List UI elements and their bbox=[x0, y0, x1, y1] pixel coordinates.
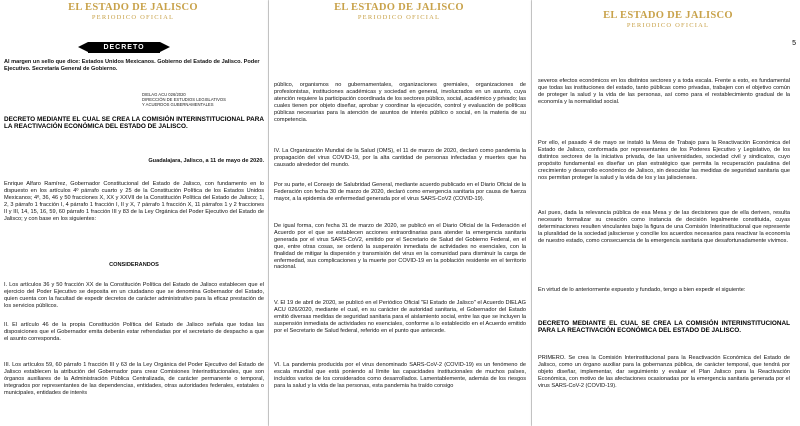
decreto-banner: DECRETO bbox=[88, 42, 160, 53]
place-date: Guadalajara, Jalisco, a 11 de mayo de 2020. bbox=[148, 158, 264, 164]
document-page-2 bbox=[269, 0, 531, 426]
newspaper-masthead bbox=[324, 2, 474, 21]
newspaper-masthead bbox=[58, 2, 208, 21]
document-page-3 bbox=[532, 0, 800, 426]
newspaper-masthead bbox=[588, 10, 748, 29]
mesa-trabajo-paragraph: Por ello, el pasado 4 de mayo se instaló la Mesa de Trabajo para la Reactivación Económica del Estado de Jalisco, conformada por representantes de los Poderes Ejecutivo y Legislativo, de los distintos sectores de la iniciativa privada, de las universidades, sociedad civil y sindicatos, cuyo propósito fundamental es diseñar un plan estratégico que permita la recuperación paulatina del crecimiento y desarrollo económico de Jalisco, sin descuidar las medidas de seguridad sanitaria que nos permitan proteger la salud y la vida de los y las jaliscienses. bbox=[538, 140, 790, 181]
considerando-6: VI. La pandemia producida por el virus denominado SARS-CoV-2 (COVID-19) es un fenómeno de escala mundial que está poniendo al límite las capacidades institucionales de muchos países, incluidos varios de los considerados como desarrollados. Lamentablemente, además de los riesgos para la salud y la vida de las personas, esta pandemia ha traído consigo bbox=[274, 362, 526, 389]
article-primero: PRIMERO. Se crea la Comisión Interinstitucional para la Reactivación Económica del Estado de Jalisco, como un órgano auxiliar para la gobernanza pública, de carácter temporal, que tendrá por objeto diseñar, implementar, dar seguimiento y evaluar el Plan Jalisco para la Reactivación Económica, con motivo de las afectaciones ocasionadas por la emergencia sanitaria generada por el virus SARS-CoV-2 (COVID-19). bbox=[538, 355, 790, 389]
consejo-salubridad-paragraph: Por su parte, el Consejo de Salubridad General, mediante acuerdo publicado en el Diario Oficial de la Federación con fecha 30 de marzo de 2020, declaró como emergencia sanitaria por causa de fuerza mayor, a la epidemia de enfermedad generada por el virus SARS-CoV2 (COVID-19). bbox=[274, 182, 526, 202]
margin-note: Al margen un sello que dice: Estados Unidos Mexicanos. Gobierno del Estado de Jalisco. Poder Ejecutivo. Secretaría General de Gobierno. bbox=[4, 59, 260, 72]
dof-acuerdo-paragraph: De igual forma, con fecha 31 de marzo de 2020, se publicó en el Diario Oficial de la Federación el Acuerdo por el que se establecen acciones extraordinarias para atender la emergencia sanitaria generada por el virus SARS-CoV2, emitido por el Secretario de Salud del Gobierno Federal, en el que, entre otras cosas, se ordenó la suspensión inmediata de actividades no esenciales, con la finalidad de mitigar la dispersión y transmisión del virus en la comunidad para disminuir la carga de enfermedad, sus complicaciones y la muerte por COVID-19 en la población residente en el territorio nacional. bbox=[274, 223, 526, 271]
considerando-3: III. Los artículos 59, 60 párrafo 1 fracción III y 63 de la Ley Orgánica del Poder Ejecutivo del Estado de Jalisco establecen la atribución del Gobernador para crear Comisiones Interinstitucionales, que son órganos auxiliares de la Administración Pública Centralizada, de carácter permanente o temporal, integrados por representantes de las dependencias, entidades, otras autoridades federales, estatales o municipales, entidades de interés bbox=[4, 362, 264, 396]
considerando-4: IV. La Organización Mundial de la Salud (OMS), el 11 de marzo de 2020, declaró como pandemia la propagación del virus COVID-19, por la alta cantidad de personas infectadas y muertes que ha causado alrededor del mundo. bbox=[274, 148, 526, 168]
masthead-title: EL ESTADO DE JALISCO bbox=[603, 10, 733, 21]
dieslag-reference: DIELAG ACU 026/2020 DIRECCIÓN DE ESTUDIOS LEGISLATIVOS Y ACUERDOS GUBERNAMENTALES bbox=[142, 92, 226, 107]
masthead-title: EL ESTADO DE JALISCO bbox=[68, 2, 198, 13]
page-number: 5 bbox=[792, 40, 796, 47]
expedir-paragraph: En virtud de lo anteriormente expuesto y fundado, tengo a bien expedir el siguiente: bbox=[538, 287, 746, 293]
considerando-5: V. El 19 de abril de 2020, se publicó en el Periódico Oficial "El Estado de Jalisco" el Acuerdo DIELAG ACU 026/2020, mediante el cual, en su carácter de autoridad sanitaria, el Gobernador del Estado emitió diversas medidas de seguridad sanitaria para el aislamiento social, entre las que se incluyen la suspensión inmediata de actividades no esenciales, conforme a lo establecido en el Acuerdo emitido por el Secretario de Salud federal, referido en el punto que antecede. bbox=[274, 300, 526, 334]
masthead-subtitle: PERIODICO OFICIAL bbox=[357, 14, 441, 21]
decree-heading: DECRETO MEDIANTE EL CUAL SE CREA LA COMISIÓN INTERINSTITUCIONAL PARA LA REACTIVACIÓN ECONÓMICA DEL ESTADO DE JALISCO. bbox=[538, 320, 790, 335]
masthead-title: EL ESTADO DE JALISCO bbox=[334, 2, 464, 13]
masthead-subtitle: PERIODICO OFICIAL bbox=[91, 14, 175, 21]
intro-paragraph: Enrique Alfaro Ramírez, Gobernador Constitucional del Estado de Jalisco, con fundamento en lo dispuesto en los artículos 4º párrafo cuarto y 25 de la Constitución Política de los Estados Unidos Mexicanos; 4º, 36, 46 y 50 fracciones X, XX y XXVII de la Constitución Política del Estado de Jalisco; 1, 2, 3 párrafo 1 fracción I, 4 párrafo 1 fracción I, II y X, 7 párrafo 1 fracción X, 11 párrafos 1 y 2 fracciones II y III, 14, 15, 16, 59, 60 párrafo 1 fracción III y 83 de la Ley Orgánica del Poder Ejecutivo del Estado de Jalisco; y con base en los siguientes: bbox=[4, 181, 264, 222]
masthead-subtitle: PERIODICO OFICIAL bbox=[626, 22, 710, 29]
decree-heading: DECRETO MEDIANTE EL CUAL SE CREA LA COMISIÓN INTERINSTITUCIONAL PARA LA REACTIVACIÓN ECONÓMICA DEL ESTADO DE JALISCO. bbox=[4, 116, 264, 131]
considerando-3-cont: público, organismos no gubernamentales, organizaciones gremiales, organizaciones de profesionistas, instituciones académicas y sociedad en general, involucrados en un asunto, cuya atención requiere la participación coordinada de los sectores público, social, académico y privado; las cuales tienen por objeto diseñar, aprobar y coordinar la ejecución, control y evaluación de políticas públicas necesarias para la atención de asuntos de interés público o social, en la materia de su competencia. bbox=[274, 82, 526, 123]
document-page-1 bbox=[0, 0, 268, 426]
considerandos-title: CONSIDERANDOS bbox=[109, 262, 159, 268]
economic-effects-paragraph: severos efectos económicos en los distintos sectores y a toda escala. Frente a esto, es fundamental que todas las instituciones del estado, tanto públicas como privadas, trabajen con el objetivo común de proteger la salud y la vida de las personas, así como para el restablecimiento gradual de la economía y la normalidad social. bbox=[538, 78, 790, 105]
considerando-1: I. Los artículos 36 y 50 fracción XX de la Constitución Política del Estado de Jalisco establecen que el ejercicio del Poder Ejecutivo se deposita en un ciudadano que se denomina Gobernador del Estado, quien cuenta con la facultad de expedir decretos de carácter administrativo para la eficaz prestación de los servicios públicos. bbox=[4, 282, 264, 309]
relevancia-paragraph: Así pues, dada la relevancia pública de esa Mesa y de las decisiones que de ella deriven, resulta necesario formalizar su creación como instancia de decisión legalmente constituida, cuyas determinaciones resulten vinculantes bajo la figura de una Comisión Interinstitucional que represente la pluralidad de la sociedad jalisciense y concilie los acuerdos necesarios para reactivar la economía de nuestro estado, como consecuencia de la emergencia sanitaria que desafortunadamente vivimos. bbox=[538, 210, 790, 244]
considerando-2: II. El artículo 46 de la propia Constitución Política del Estado de Jalisco señala que todas las disposiciones que el Gobernador emita deberán estar refrendadas por el secretario de despacho a que el asunto corresponda. bbox=[4, 322, 264, 342]
